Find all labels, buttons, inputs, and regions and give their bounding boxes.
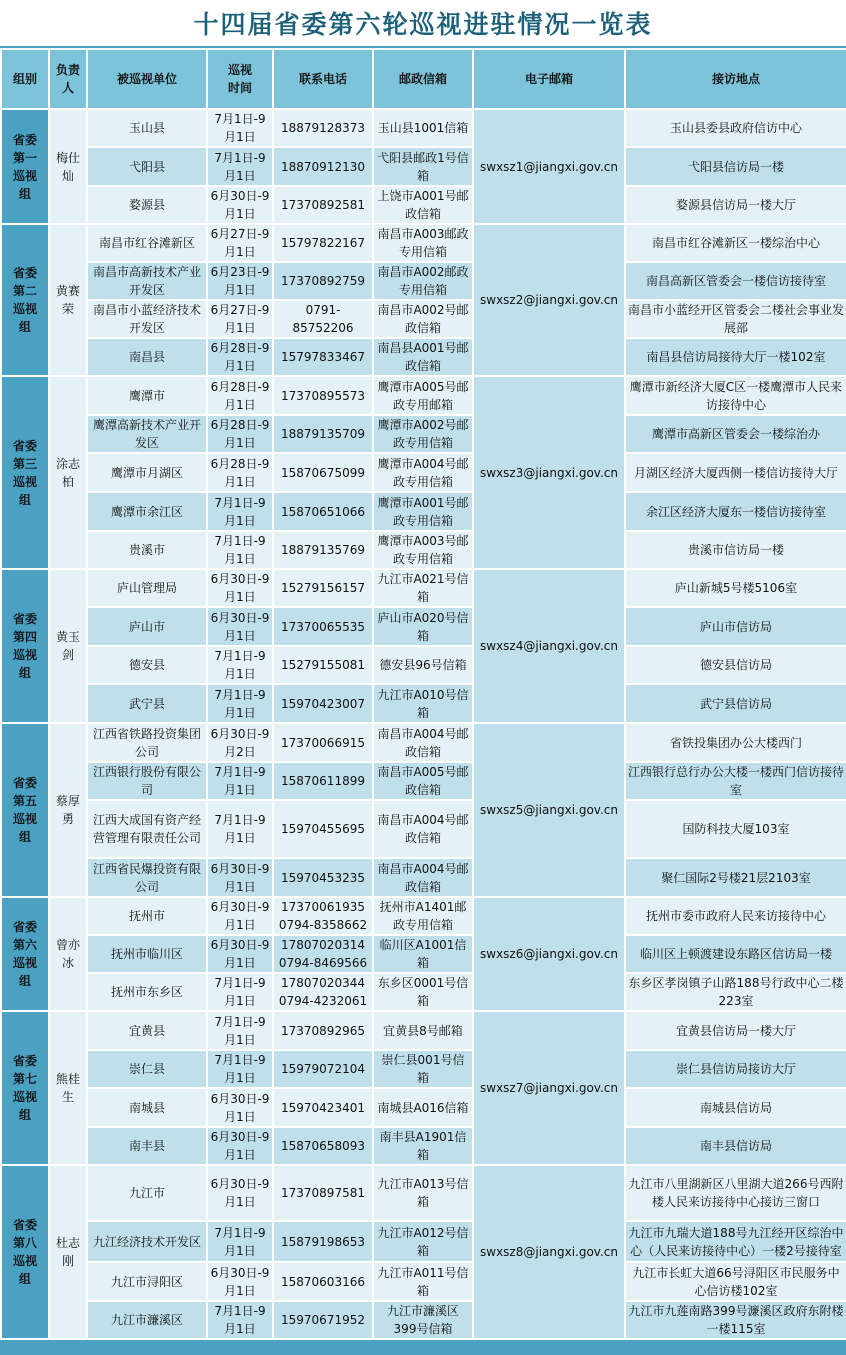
mailbox-cell: 南昌县A001号邮政信箱	[373, 338, 473, 376]
table-row	[1, 262, 846, 300]
table-row	[1, 800, 846, 858]
time-cell: 7月1日-9月1日	[207, 147, 273, 186]
mailbox-cell: 九江市A012号信箱	[373, 1221, 473, 1262]
unit-cell: 南丰县	[87, 1127, 207, 1165]
unit-cell: 弋阳县	[87, 147, 207, 186]
group-name-cell: 省委第一巡视组	[1, 109, 49, 224]
site-cell: 南丰县信访局	[625, 1127, 846, 1165]
site-cell: 武宁县信访局	[625, 684, 846, 723]
table-row	[1, 109, 846, 147]
time-cell: 7月1日-9月1日	[207, 646, 273, 684]
phone-cell: 15279156157	[273, 569, 373, 607]
phone-cell: 15870675099	[273, 453, 373, 492]
phone-cell: 15870651066	[273, 492, 373, 531]
time-cell: 7月1日-9月1日	[207, 973, 273, 1011]
table-row	[1, 147, 846, 186]
time-cell: 6月30日-9月2日	[207, 723, 273, 762]
group-name-cell: 省委第三巡视组	[1, 376, 49, 569]
leader-cell: 曾亦冰	[49, 897, 87, 1011]
time-cell: 6月30日-9月1日	[207, 607, 273, 646]
leader-cell: 黄赛荣	[49, 224, 87, 376]
table-row	[1, 935, 846, 973]
phone-cell: 18879135769	[273, 531, 373, 569]
phone-cell: 15970671952	[273, 1301, 373, 1339]
site-cell: 余江区经济大厦东一楼信访接待室	[625, 492, 846, 531]
phone-cell: 15870603166	[273, 1262, 373, 1301]
site-cell: 省铁投集团办公大楼西门	[625, 723, 846, 762]
time-cell: 7月1日-9月1日	[207, 109, 273, 147]
site-cell: 庐山市信访局	[625, 607, 846, 646]
header-time: 巡视时间	[207, 49, 273, 109]
site-cell: 婺源县信访局一楼大厅	[625, 186, 846, 224]
phone-cell: 17807020314 0794-8469566	[273, 935, 373, 973]
site-cell: 庐山新城5号楼5106室	[625, 569, 846, 607]
unit-cell: 江西省民爆投资有限公司	[87, 858, 207, 897]
unit-cell: 抚州市临川区	[87, 935, 207, 973]
unit-cell: 抚州市	[87, 897, 207, 935]
mailbox-cell: 南城县A016信箱	[373, 1088, 473, 1127]
phone-cell: 18879128373	[273, 109, 373, 147]
unit-cell: 九江市濂溪区	[87, 1301, 207, 1339]
unit-cell: 江西银行股份有限公司	[87, 762, 207, 800]
header-mailbox: 邮政信箱	[373, 49, 473, 109]
mailbox-cell: 南昌市A002邮政专用信箱	[373, 262, 473, 300]
time-cell: 6月23日-9月1日	[207, 262, 273, 300]
group-name-cell: 省委第二巡视组	[1, 224, 49, 376]
leader-cell: 涂志柏	[49, 376, 87, 569]
site-cell: 玉山县委县政府信访中心	[625, 109, 846, 147]
time-cell: 6月28日-9月1日	[207, 453, 273, 492]
time-cell: 6月30日-9月1日	[207, 897, 273, 935]
time-cell: 6月30日-9月1日	[207, 569, 273, 607]
table-row	[1, 300, 846, 338]
site-cell: 聚仁国际2号楼21层2103室	[625, 858, 846, 897]
table-row	[1, 1088, 846, 1127]
mailbox-cell: 南昌市A004号邮政信箱	[373, 800, 473, 858]
table-row	[1, 1050, 846, 1088]
mailbox-cell: 南昌市A005号邮政信箱	[373, 762, 473, 800]
email-cell: swxsz6@jiangxi.gov.cn	[473, 897, 625, 1011]
table-row	[1, 646, 846, 684]
unit-cell: 九江市浔阳区	[87, 1262, 207, 1301]
site-cell: 九江市八里湖新区八里湖大道266号西附楼人民来访接待中心接访三窗口	[625, 1165, 846, 1221]
time-cell: 7月1日-9月1日	[207, 1011, 273, 1050]
unit-cell: 德安县	[87, 646, 207, 684]
table-row	[1, 684, 846, 723]
time-cell: 6月30日-9月1日	[207, 1088, 273, 1127]
mailbox-cell: 鹰潭市A002号邮政专用信箱	[373, 415, 473, 453]
site-cell: 南昌县信访局接待大厅一楼102室	[625, 338, 846, 376]
leader-cell: 梅仕灿	[49, 109, 87, 224]
mailbox-cell: 九江市A011号信箱	[373, 1262, 473, 1301]
phone-cell: 17807020344 0794-4232061	[273, 973, 373, 1011]
inspection-table	[0, 48, 846, 1340]
time-cell: 7月1日-9月1日	[207, 684, 273, 723]
header-group: 组别	[1, 49, 49, 109]
email-cell: swxsz7@jiangxi.gov.cn	[473, 1011, 625, 1165]
unit-cell: 江西大成国有资产经营管理有限责任公司	[87, 800, 207, 858]
table-row	[1, 723, 846, 762]
unit-cell: 贵溪市	[87, 531, 207, 569]
site-cell: 德安县信访局	[625, 646, 846, 684]
time-cell: 7月1日-9月1日	[207, 1301, 273, 1339]
table-row	[1, 858, 846, 897]
site-cell: 江西银行总行办公大楼一楼西门信访接待室	[625, 762, 846, 800]
table-row	[1, 569, 846, 607]
time-cell: 6月30日-9月1日	[207, 1165, 273, 1221]
table-row	[1, 1301, 846, 1339]
unit-cell: 抚州市东乡区	[87, 973, 207, 1011]
mailbox-cell: 临川区A1001信箱	[373, 935, 473, 973]
site-cell: 临川区上顿渡建设东路区信访局一楼	[625, 935, 846, 973]
mailbox-cell: 崇仁县001号信箱	[373, 1050, 473, 1088]
table-row	[1, 973, 846, 1011]
mailbox-cell: 九江市A010号信箱	[373, 684, 473, 723]
mailbox-cell: 九江市A021号信箱	[373, 569, 473, 607]
header-email: 电子邮箱	[473, 49, 625, 109]
phone-cell: 15870611899	[273, 762, 373, 800]
email-cell: swxsz3@jiangxi.gov.cn	[473, 376, 625, 569]
site-cell: 南城县信访局	[625, 1088, 846, 1127]
unit-cell: 南城县	[87, 1088, 207, 1127]
unit-cell: 南昌县	[87, 338, 207, 376]
phone-cell: 15970423007	[273, 684, 373, 723]
phone-cell: 18870912130	[273, 147, 373, 186]
mailbox-cell: 鹰潭市A003号邮政专用信箱	[373, 531, 473, 569]
time-cell: 6月27日-9月1日	[207, 224, 273, 262]
time-cell: 6月27日-9月1日	[207, 300, 273, 338]
phone-cell: 17370892965	[273, 1011, 373, 1050]
header-leader: 负责人	[49, 49, 87, 109]
unit-cell: 鹰潭市余江区	[87, 492, 207, 531]
group-name-cell: 省委第八巡视组	[1, 1165, 49, 1339]
phone-cell: 17370065535	[273, 607, 373, 646]
mailbox-cell: 鹰潭市A001号邮政专用信箱	[373, 492, 473, 531]
unit-cell: 崇仁县	[87, 1050, 207, 1088]
phone-cell: 18879135709	[273, 415, 373, 453]
unit-cell: 九江市	[87, 1165, 207, 1221]
phone-cell: 17370892759	[273, 262, 373, 300]
table-row	[1, 376, 846, 415]
phone-cell: 15279155081	[273, 646, 373, 684]
table-row	[1, 453, 846, 492]
header-site: 接访地点	[625, 49, 846, 109]
unit-cell: 玉山县	[87, 109, 207, 147]
site-cell: 月湖区经济大厦西侧一楼信访接待大厅	[625, 453, 846, 492]
mailbox-cell: 弋阳县邮政1号信箱	[373, 147, 473, 186]
phone-cell: 15970453235	[273, 858, 373, 897]
mailbox-cell: 东乡区0001号信箱	[373, 973, 473, 1011]
email-cell: swxsz2@jiangxi.gov.cn	[473, 224, 625, 376]
header-row	[1, 49, 846, 109]
site-cell: 崇仁县信访局接访大厅	[625, 1050, 846, 1088]
site-cell: 南昌高新区管委会一楼信访接待室	[625, 262, 846, 300]
site-cell: 九江市九瑞大道188号九江经开区综治中心（人民来访接待中心）一楼2号接待室	[625, 1221, 846, 1262]
site-cell: 鹰潭市高新区管委会一楼综治办	[625, 415, 846, 453]
mailbox-cell: 玉山县1001信箱	[373, 109, 473, 147]
unit-cell: 庐山管理局	[87, 569, 207, 607]
table-row	[1, 762, 846, 800]
time-cell: 7月1日-9月1日	[207, 1050, 273, 1088]
table-row	[1, 1165, 846, 1221]
table-row	[1, 338, 846, 376]
table-row	[1, 1127, 846, 1165]
site-cell: 南昌市小蓝经开区管委会二楼社会事业发展部	[625, 300, 846, 338]
time-cell: 7月1日-9月1日	[207, 1221, 273, 1262]
leader-cell: 蔡厚勇	[49, 723, 87, 897]
phone-cell: 0791-85752206	[273, 300, 373, 338]
mailbox-cell: 上饶市A001号邮政信箱	[373, 186, 473, 224]
phone-cell: 17370061935 0794-8358662	[273, 897, 373, 935]
header-phone: 联系电话	[273, 49, 373, 109]
header-unit: 被巡视单位	[87, 49, 207, 109]
phone-cell: 17370892581	[273, 186, 373, 224]
time-cell: 6月28日-9月1日	[207, 338, 273, 376]
time-cell: 6月30日-9月1日	[207, 186, 273, 224]
unit-cell: 鹰潭市	[87, 376, 207, 415]
unit-cell: 庐山市	[87, 607, 207, 646]
table-row	[1, 1262, 846, 1301]
mailbox-cell: 鹰潭市A004号邮政专用信箱	[373, 453, 473, 492]
unit-cell: 南昌市小蓝经济技术开发区	[87, 300, 207, 338]
phone-cell: 17370895573	[273, 376, 373, 415]
group-name-cell: 省委第四巡视组	[1, 569, 49, 723]
table-row	[1, 492, 846, 531]
site-cell: 抚州市委市政府人民来访接待中心	[625, 897, 846, 935]
site-cell: 国防科技大厦103室	[625, 800, 846, 858]
unit-cell: 九江经济技术开发区	[87, 1221, 207, 1262]
phone-cell: 15797822167	[273, 224, 373, 262]
mailbox-cell: 鹰潭市A005号邮政专用邮箱	[373, 376, 473, 415]
unit-cell: 鹰潭市月湖区	[87, 453, 207, 492]
email-cell: swxsz5@jiangxi.gov.cn	[473, 723, 625, 897]
mailbox-cell: 南昌市A003邮政专用信箱	[373, 224, 473, 262]
time-cell: 6月30日-9月1日	[207, 858, 273, 897]
phone-cell: 15879198653	[273, 1221, 373, 1262]
leader-cell: 黄玉剑	[49, 569, 87, 723]
leader-cell: 熊桂生	[49, 1011, 87, 1165]
table-row	[1, 186, 846, 224]
time-cell: 7月1日-9月1日	[207, 762, 273, 800]
site-cell: 鹰潭市新经济大厦C区一楼鹰潭市人民来访接待中心	[625, 376, 846, 415]
table-row	[1, 531, 846, 569]
mailbox-cell: 庐山市A020号信箱	[373, 607, 473, 646]
unit-cell: 宜黄县	[87, 1011, 207, 1050]
site-cell: 弋阳县信访局一楼	[625, 147, 846, 186]
page-title: 十四届省委第六轮巡视进驻情况一览表	[0, 0, 846, 48]
unit-cell: 武宁县	[87, 684, 207, 723]
time-cell: 6月30日-9月1日	[207, 935, 273, 973]
site-cell: 九江市九莲南路399号濂溪区政府东附楼一楼115室	[625, 1301, 846, 1339]
phone-cell: 15870658093	[273, 1127, 373, 1165]
time-cell: 6月30日-9月1日	[207, 1262, 273, 1301]
phone-cell: 17370897581	[273, 1165, 373, 1221]
time-cell: 6月28日-9月1日	[207, 415, 273, 453]
mailbox-cell: 南丰县A1901信箱	[373, 1127, 473, 1165]
unit-cell: 婺源县	[87, 186, 207, 224]
time-cell: 6月28日-9月1日	[207, 376, 273, 415]
time-cell: 7月1日-9月1日	[207, 492, 273, 531]
unit-cell: 鹰潭高新技术产业开发区	[87, 415, 207, 453]
time-cell: 7月1日-9月1日	[207, 800, 273, 858]
site-cell: 东乡区孝岗镇子山路188号行政中心二楼223室	[625, 973, 846, 1011]
mailbox-cell: 宜黄县8号邮箱	[373, 1011, 473, 1050]
unit-cell: 南昌市高新技术产业开发区	[87, 262, 207, 300]
group-name-cell: 省委第五巡视组	[1, 723, 49, 897]
time-cell: 7月1日-9月1日	[207, 531, 273, 569]
phone-cell: 15970423401	[273, 1088, 373, 1127]
table-row	[1, 897, 846, 935]
phone-cell: 15797833467	[273, 338, 373, 376]
phone-cell: 15970455695	[273, 800, 373, 858]
unit-cell: 江西省铁路投资集团公司	[87, 723, 207, 762]
table-row	[1, 607, 846, 646]
site-cell: 贵溪市信访局一楼	[625, 531, 846, 569]
mailbox-cell: 九江市A013号信箱	[373, 1165, 473, 1221]
time-cell: 6月30日-9月1日	[207, 1127, 273, 1165]
site-cell: 九江市长虹大道66号浔阳区市民服务中心信访楼102室	[625, 1262, 846, 1301]
table-row	[1, 1221, 846, 1262]
mailbox-cell: 南昌市A002号邮政信箱	[373, 300, 473, 338]
table-row	[1, 1011, 846, 1050]
email-cell: swxsz1@jiangxi.gov.cn	[473, 109, 625, 224]
leader-cell: 杜志刚	[49, 1165, 87, 1339]
table-row	[1, 415, 846, 453]
site-cell: 南昌市红谷滩新区一楼综治中心	[625, 224, 846, 262]
email-cell: swxsz4@jiangxi.gov.cn	[473, 569, 625, 723]
unit-cell: 南昌市红谷滩新区	[87, 224, 207, 262]
group-name-cell: 省委第七巡视组	[1, 1011, 49, 1165]
mailbox-cell: 抚州市A1401邮政专用信箱	[373, 897, 473, 935]
phone-cell: 17370066915	[273, 723, 373, 762]
mailbox-cell: 南昌市A004号邮政信箱	[373, 858, 473, 897]
table-row	[1, 224, 846, 262]
email-cell: swxsz8@jiangxi.gov.cn	[473, 1165, 625, 1339]
mailbox-cell: 德安县96号信箱	[373, 646, 473, 684]
phone-cell: 15979072104	[273, 1050, 373, 1088]
group-name-cell: 省委第六巡视组	[1, 897, 49, 1011]
mailbox-cell: 九江市濂溪区399号信箱	[373, 1301, 473, 1339]
mailbox-cell: 南昌市A004号邮政信箱	[373, 723, 473, 762]
site-cell: 宜黄县信访局一楼大厅	[625, 1011, 846, 1050]
